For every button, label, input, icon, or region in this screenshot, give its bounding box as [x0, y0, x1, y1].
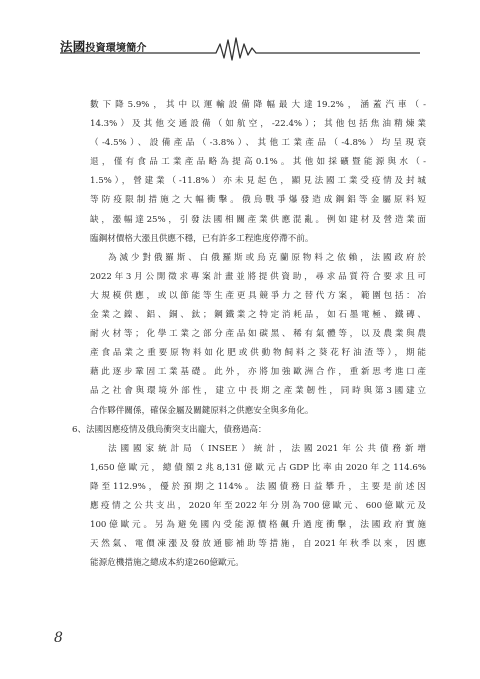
- text-line: 2022年3月公開徵求專案計畫並將提供資助，尋求品質符合要求且可: [90, 271, 426, 282]
- text-line: 等防疫限制措施之大幅衝擊。俄烏戰爭爆發造成鋼鋁等金屬原料短: [90, 195, 426, 206]
- text-line: 耐火材等；化學工業之部分產品如碳黑、稀有氣體等，以及農業與農: [90, 329, 426, 340]
- text-line: 產食品業之重要原物料如化肥或供動物飼料之葵花籽油渣等），期能: [90, 348, 426, 359]
- text-line: 100億歐元。另為避免國內受能源價格飆升過度衝擊，法國政府實施: [90, 520, 426, 531]
- text-line: 應疫情之公共支出，2020年至2022年分別為700億歐元、600億歐元及: [90, 500, 426, 511]
- document-title: 法國投資環境簡介: [60, 39, 147, 54]
- text-line: 大規模供應，或以節能等生產更具競爭力之替代方案，範圍包括：冶: [90, 290, 426, 301]
- page-header: [0, 0, 480, 70]
- text-line: 藉此逐步鞏固工業基礎。此外，亦將加強歐洲合作，重新思考進口產: [90, 367, 426, 378]
- text-line: 臨鋼材價格大漲且供應不穩，已有許多工程進度停滯不前。: [90, 233, 314, 244]
- text-line: 降至112.9%，優於預期之114%。法國債務日益攀升，主要是前述因: [90, 481, 426, 492]
- text-line: 能源危機措施之總成本約達260億歐元。: [90, 558, 244, 569]
- text-line: 數下降5.9%，其中以運輸設備降幅最大達19.2%，涵蓋汽車（-: [90, 100, 426, 110]
- body-text: [72, 96, 426, 573]
- text-line: 1,650億歐元，總債額2兆8,131億歐元占GDP比率由2020年之114.6%: [90, 462, 426, 473]
- text-line: 品之社會與環境外部性，建立中長期之產業韌性，同時與第3國建立: [90, 386, 426, 397]
- text-line: 天然氣、電價凍漲及發放通膨補助等措施，自2021年秋季以來，因應: [90, 539, 426, 550]
- text-line: （-4.5%）、設備產品（-3.8%）、其他工業產品（-4.8%）均呈現衰: [90, 138, 426, 149]
- text-line: 為減少對俄羅斯、白俄羅斯或烏克蘭原物料之依賴，法國政府於: [108, 252, 426, 263]
- text-line: 金業之鎳、鋁、銅、鈦；鋼鐵業之特定消耗品，如石墨電極、鐵磚、: [90, 310, 426, 321]
- text-line: 法國國家統計局（INSEE）統計，法國2021年公共債務新增: [108, 443, 426, 454]
- text-line: 合作夥伴關係，確保金屬及關鍵原料之供應安全與多角化。: [90, 405, 314, 416]
- heartbeat-line-decoration: [0, 0, 480, 70]
- page-number: 8: [54, 630, 63, 646]
- paragraph-2: [90, 249, 426, 421]
- paragraph-3: [90, 440, 426, 574]
- text-line: 14.3%）及其他交通設備（如航空，-22.4%）；其他包括焦油精煉業: [90, 119, 426, 130]
- text-line: 1.5%），營建業（-11.8%）亦未見起色，顯見法國工業受疫情及封城: [90, 176, 426, 187]
- text-line: 缺，漲幅達25%，引發法國相關產業供應混亂。例如建材及營造業面: [90, 214, 426, 225]
- section-heading: 6、法國因應疫情及俄烏衝突支出龐大，債務過高：: [72, 424, 267, 435]
- paragraph-1: [90, 96, 426, 249]
- text-line: 退，僅有食品工業產品略為提高0.1%。其他如採礦暨能源與水（-: [90, 157, 426, 168]
